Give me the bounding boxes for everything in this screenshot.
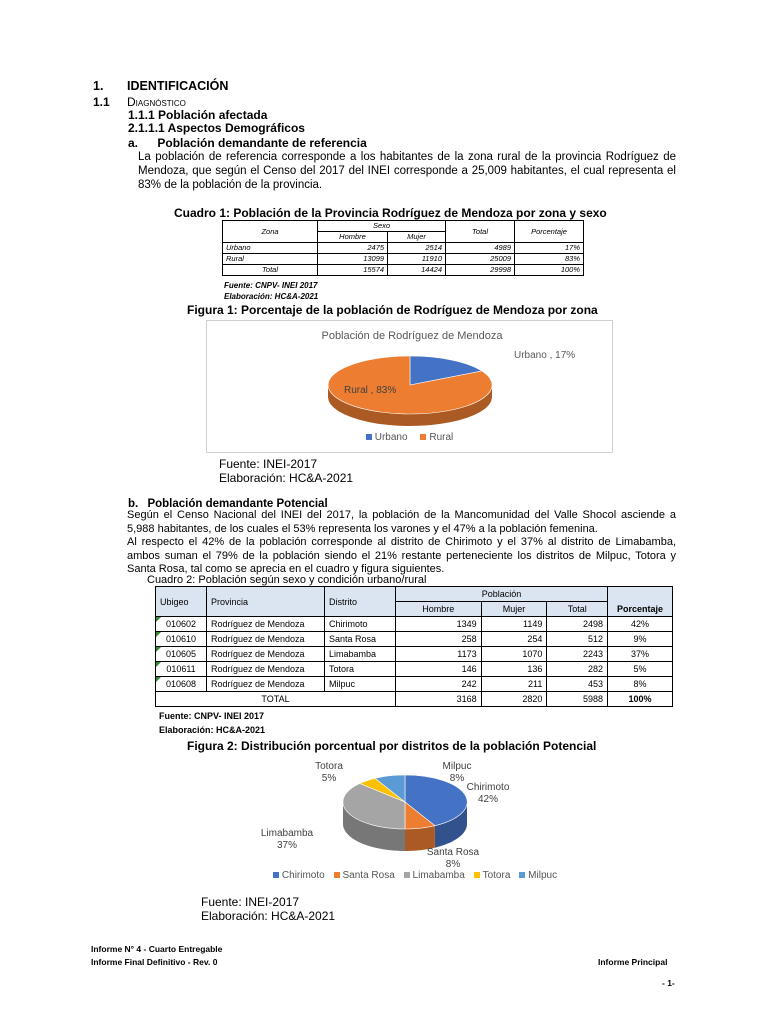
cell-hombre: 1349	[396, 617, 482, 632]
chart2-legend	[245, 870, 585, 881]
data-label-totora	[315, 761, 343, 784]
heading-1-1-1: 1.1.1 Población afectada	[128, 108, 268, 122]
table-row	[156, 677, 673, 692]
population-district-table	[155, 586, 673, 707]
th-sexo: Sexo	[318, 221, 446, 232]
legend-swatch-totora	[474, 872, 480, 878]
legend-item	[273, 870, 325, 881]
section-a-label: a.	[128, 136, 139, 150]
data-label-limabamba-percent: 37%	[276, 840, 298, 851]
paragraph-b2: Al respecto el 42% de la población corresponde al distrito de Chirimoto y el 37% al distrito de Limabamba, ambos suman el 79% de la población siendo el 21% restante perteneciente los distritos de Milpuc, Totora y Santa Rosa, tal como se aprecia en el cuadro y figura siguientes.	[127, 536, 676, 575]
section-a-title: Población demandante de referencia	[157, 136, 367, 150]
data-label-milpuc	[443, 761, 472, 784]
paragraph-a: La población de referencia corresponde a los habitantes de la zona rural de la provincia Rodríguez de Mendoza, que según el Censo del 2017 del INEI corresponde a 25,009 habitantes, el cual representa el 83% de la población de la provincia.	[138, 151, 676, 191]
cell-ubigeo-text: 010610	[165, 634, 197, 644]
legend-swatch-chirimoto	[273, 872, 279, 878]
th-poblacion: Población	[396, 587, 608, 602]
table1-caption: Cuadro 1: Población de la Provincia Rodríguez de Mendoza por zona y sexo	[174, 206, 607, 220]
section-a-heading	[128, 136, 367, 150]
figure2-source: Fuente: INEI-2017	[201, 895, 300, 909]
footer-line1: Informe N° 4 - Cuarto Entregable	[91, 944, 223, 954]
th-porcentaje: Porcentaje	[515, 221, 584, 243]
legend-swatch-rural	[420, 434, 426, 440]
cell-mujer: 14424	[388, 265, 446, 276]
figure2-chart	[245, 754, 585, 889]
cell-ubigeo-text: 010611	[166, 664, 196, 674]
th-mujer: Mujer	[388, 232, 446, 243]
legend-swatch-limabamba	[404, 872, 410, 878]
data-label-milpuc-percent: 8%	[449, 773, 465, 784]
table-row	[223, 254, 584, 265]
figure1-source: Fuente: INEI-2017	[219, 457, 318, 471]
data-label-santa-rosa-percent: 8%	[445, 859, 461, 870]
footer-line2: Informe Final Definitivo - Rev. 0	[91, 957, 218, 967]
cell-ubigeo	[156, 677, 207, 692]
data-label-limabamba-category: Limabamba	[260, 828, 314, 839]
th-ubigeo: Ubigeo	[156, 587, 207, 617]
paragraph-b1: Según el Censo Nacional del INEI del 2017, la población de la Mancomunidad del Valle Shocol asciende a 5,988 habitantes, de los cuales el 53% representa los varones y el 47% a la población femenina.	[127, 509, 676, 535]
table2-caption: Cuadro 2: Población según sexo y condición urbano/rural	[147, 574, 427, 586]
legend-label: Chirimoto	[281, 870, 325, 881]
cell-provincia: Rodríguez de Mendoza	[207, 617, 325, 632]
error-marker-icon	[156, 677, 161, 682]
th-provincia: Provincia	[207, 587, 325, 617]
cell-mujer: 11910	[388, 254, 446, 265]
cell-ubigeo-text: 010608	[165, 679, 197, 689]
heading-1-1-title: Diagnóstico	[127, 95, 186, 109]
cell-hombre: 13099	[318, 254, 388, 265]
legend-item	[334, 870, 395, 881]
legend-swatch-santa-rosa	[334, 872, 340, 878]
cell-pct: 42%	[608, 617, 673, 632]
cell-ubigeo	[156, 662, 207, 677]
cell-mujer: 1149	[481, 617, 547, 632]
cell-hombre: 15574	[318, 265, 388, 276]
table2-source: Fuente: CNPV- INEI 2017	[159, 711, 265, 721]
cell-mujer: 2514	[388, 243, 446, 254]
table-row	[156, 632, 673, 647]
cell-mujer: 1070	[481, 647, 547, 662]
cell-total: 5988	[547, 692, 608, 707]
cell-pct: 100%	[608, 692, 673, 707]
cell-distrito: Limabamba	[325, 647, 396, 662]
table-row-total	[156, 692, 673, 707]
cell-ubigeo	[156, 632, 207, 647]
data-label-limabamba	[261, 828, 314, 851]
figure2-caption: Figura 2: Distribución porcentual por distritos de la población Potencial	[187, 739, 597, 753]
th-hombre: Hombre	[396, 602, 482, 617]
cell-mujer: 211	[481, 677, 547, 692]
legend-label: Rural	[429, 432, 454, 443]
data-label-chirimoto-percent: 42%	[477, 794, 499, 805]
th-hombre: Hombre	[318, 232, 388, 243]
cell-zona: Rural	[223, 254, 318, 265]
legend-item	[366, 432, 408, 443]
legend-label: Urbano	[374, 432, 408, 443]
th-porcentaje: Porcentaje	[608, 587, 673, 617]
legend-item	[420, 432, 453, 443]
legend-label: Santa Rosa	[342, 870, 395, 881]
legend-item	[519, 870, 557, 881]
data-label-totora-percent: 5%	[321, 773, 337, 784]
legend-label: Milpuc	[528, 870, 558, 881]
figure2-elaboration: Elaboración: HC&A-2021	[201, 909, 336, 923]
table-row	[223, 243, 584, 254]
error-marker-icon	[156, 617, 161, 622]
figure1-caption: Figura 1: Porcentaje de la población de Rodríguez de Mendoza por zona	[187, 303, 598, 317]
cell-zona: Total	[223, 265, 318, 276]
cell-hombre: 2475	[318, 243, 388, 254]
legend-swatch-milpuc	[519, 872, 525, 878]
page-number: - 1-	[662, 978, 675, 988]
cell-provincia: Rodríguez de Mendoza	[207, 632, 325, 647]
pie1-group	[328, 350, 575, 426]
cell-pct: 9%	[608, 632, 673, 647]
legend-item	[404, 870, 465, 881]
figure2-pie-chart	[245, 754, 585, 874]
chart1-title: Población de Rodríguez de Mendoza	[321, 330, 503, 342]
data-label-urbano: Urbano , 17%	[514, 350, 576, 361]
cell-provincia: Rodríguez de Mendoza	[207, 662, 325, 677]
th-mujer: Mujer	[481, 602, 547, 617]
data-label-totora-category: Totora	[315, 761, 343, 772]
cell-hombre: 3168	[396, 692, 482, 707]
table-row	[156, 647, 673, 662]
cell-total: 2498	[547, 617, 608, 632]
cell-zona: Urbano	[223, 243, 318, 254]
table-row	[156, 617, 673, 632]
footer-right: Informe Principal	[598, 957, 668, 967]
error-marker-icon	[156, 632, 161, 637]
cell-hombre: 146	[396, 662, 482, 677]
cell-provincia: Rodríguez de Mendoza	[207, 677, 325, 692]
legend-swatch-urbano	[366, 434, 372, 440]
data-label-chirimoto-category: Chirimoto	[466, 782, 510, 793]
th-zona: Zona	[223, 221, 318, 243]
cell-mujer: 254	[481, 632, 547, 647]
cell-total: 2243	[547, 647, 608, 662]
cell-ubigeo	[156, 617, 207, 632]
cell-pct: 83%	[515, 254, 584, 265]
data-label-rural: Rural , 83%	[344, 385, 397, 396]
data-label-chirimoto	[467, 782, 510, 805]
cell-pct: 100%	[515, 265, 584, 276]
heading-1-number: 1.	[93, 79, 104, 93]
error-marker-icon	[156, 647, 161, 652]
heading-1	[93, 79, 229, 93]
section-b-title: Población demandante Potencial	[147, 498, 328, 510]
cell-total: 29998	[446, 265, 515, 276]
figure1-elaboration: Elaboración: HC&A-2021	[219, 471, 354, 485]
cell-total: 282	[547, 662, 608, 677]
table2-elaboration: Elaboración: HC&A-2021	[159, 725, 266, 735]
cell-ubigeo	[156, 647, 207, 662]
cell-distrito: Milpuc	[325, 677, 396, 692]
legend-label: Totora	[482, 870, 511, 881]
cell-ubigeo-text: 010605	[165, 649, 197, 659]
cell-total: 4989	[446, 243, 515, 254]
cell-pct: 17%	[515, 243, 584, 254]
figure1-chart	[206, 320, 613, 453]
cell-pct: 37%	[608, 647, 673, 662]
th-distrito: Distrito	[325, 587, 396, 617]
cell-hombre: 242	[396, 677, 482, 692]
data-label-santa-rosa	[427, 847, 480, 870]
cell-total: 512	[547, 632, 608, 647]
table1-elaboration: Elaboración: HC&A-2021	[224, 292, 319, 301]
cell-mujer: 136	[481, 662, 547, 677]
table-row-total	[223, 265, 584, 276]
legend-item	[474, 870, 511, 881]
chart1-legend	[207, 432, 612, 443]
legend-label: Limabamba	[412, 870, 465, 881]
cell-hombre: 1173	[396, 647, 482, 662]
cell-total: 25009	[446, 254, 515, 265]
heading-1-title: IDENTIFICACIÓN	[127, 79, 229, 93]
cell-ubigeo-text: 010602	[165, 619, 197, 629]
error-marker-icon	[156, 662, 161, 667]
pie2-group	[261, 761, 510, 870]
section-b-label: b.	[128, 498, 139, 510]
cell-total-label: TOTAL	[156, 692, 396, 707]
heading-1-1	[93, 95, 186, 109]
cell-pct: 5%	[608, 662, 673, 677]
table-row	[156, 662, 673, 677]
data-label-santa-rosa-category: Santa Rosa	[426, 847, 480, 858]
heading-1-1-number: 1.1	[93, 95, 110, 109]
data-label-milpuc-category: Milpuc	[442, 761, 472, 772]
cell-hombre: 258	[396, 632, 482, 647]
population-zone-table	[222, 220, 584, 276]
cell-distrito: Santa Rosa	[325, 632, 396, 647]
cell-total: 453	[547, 677, 608, 692]
th-total: Total	[547, 602, 608, 617]
table1-source: Fuente: CNPV- INEI 2017	[224, 281, 318, 290]
cell-distrito: Chirimoto	[325, 617, 396, 632]
heading-2-1-1-1: 2.1.1.1 Aspectos Demográficos	[128, 121, 305, 135]
cell-distrito: Totora	[325, 662, 396, 677]
cell-provincia: Rodríguez de Mendoza	[207, 647, 325, 662]
th-total: Total	[446, 221, 515, 243]
cell-pct: 8%	[608, 677, 673, 692]
cell-mujer: 2820	[481, 692, 547, 707]
